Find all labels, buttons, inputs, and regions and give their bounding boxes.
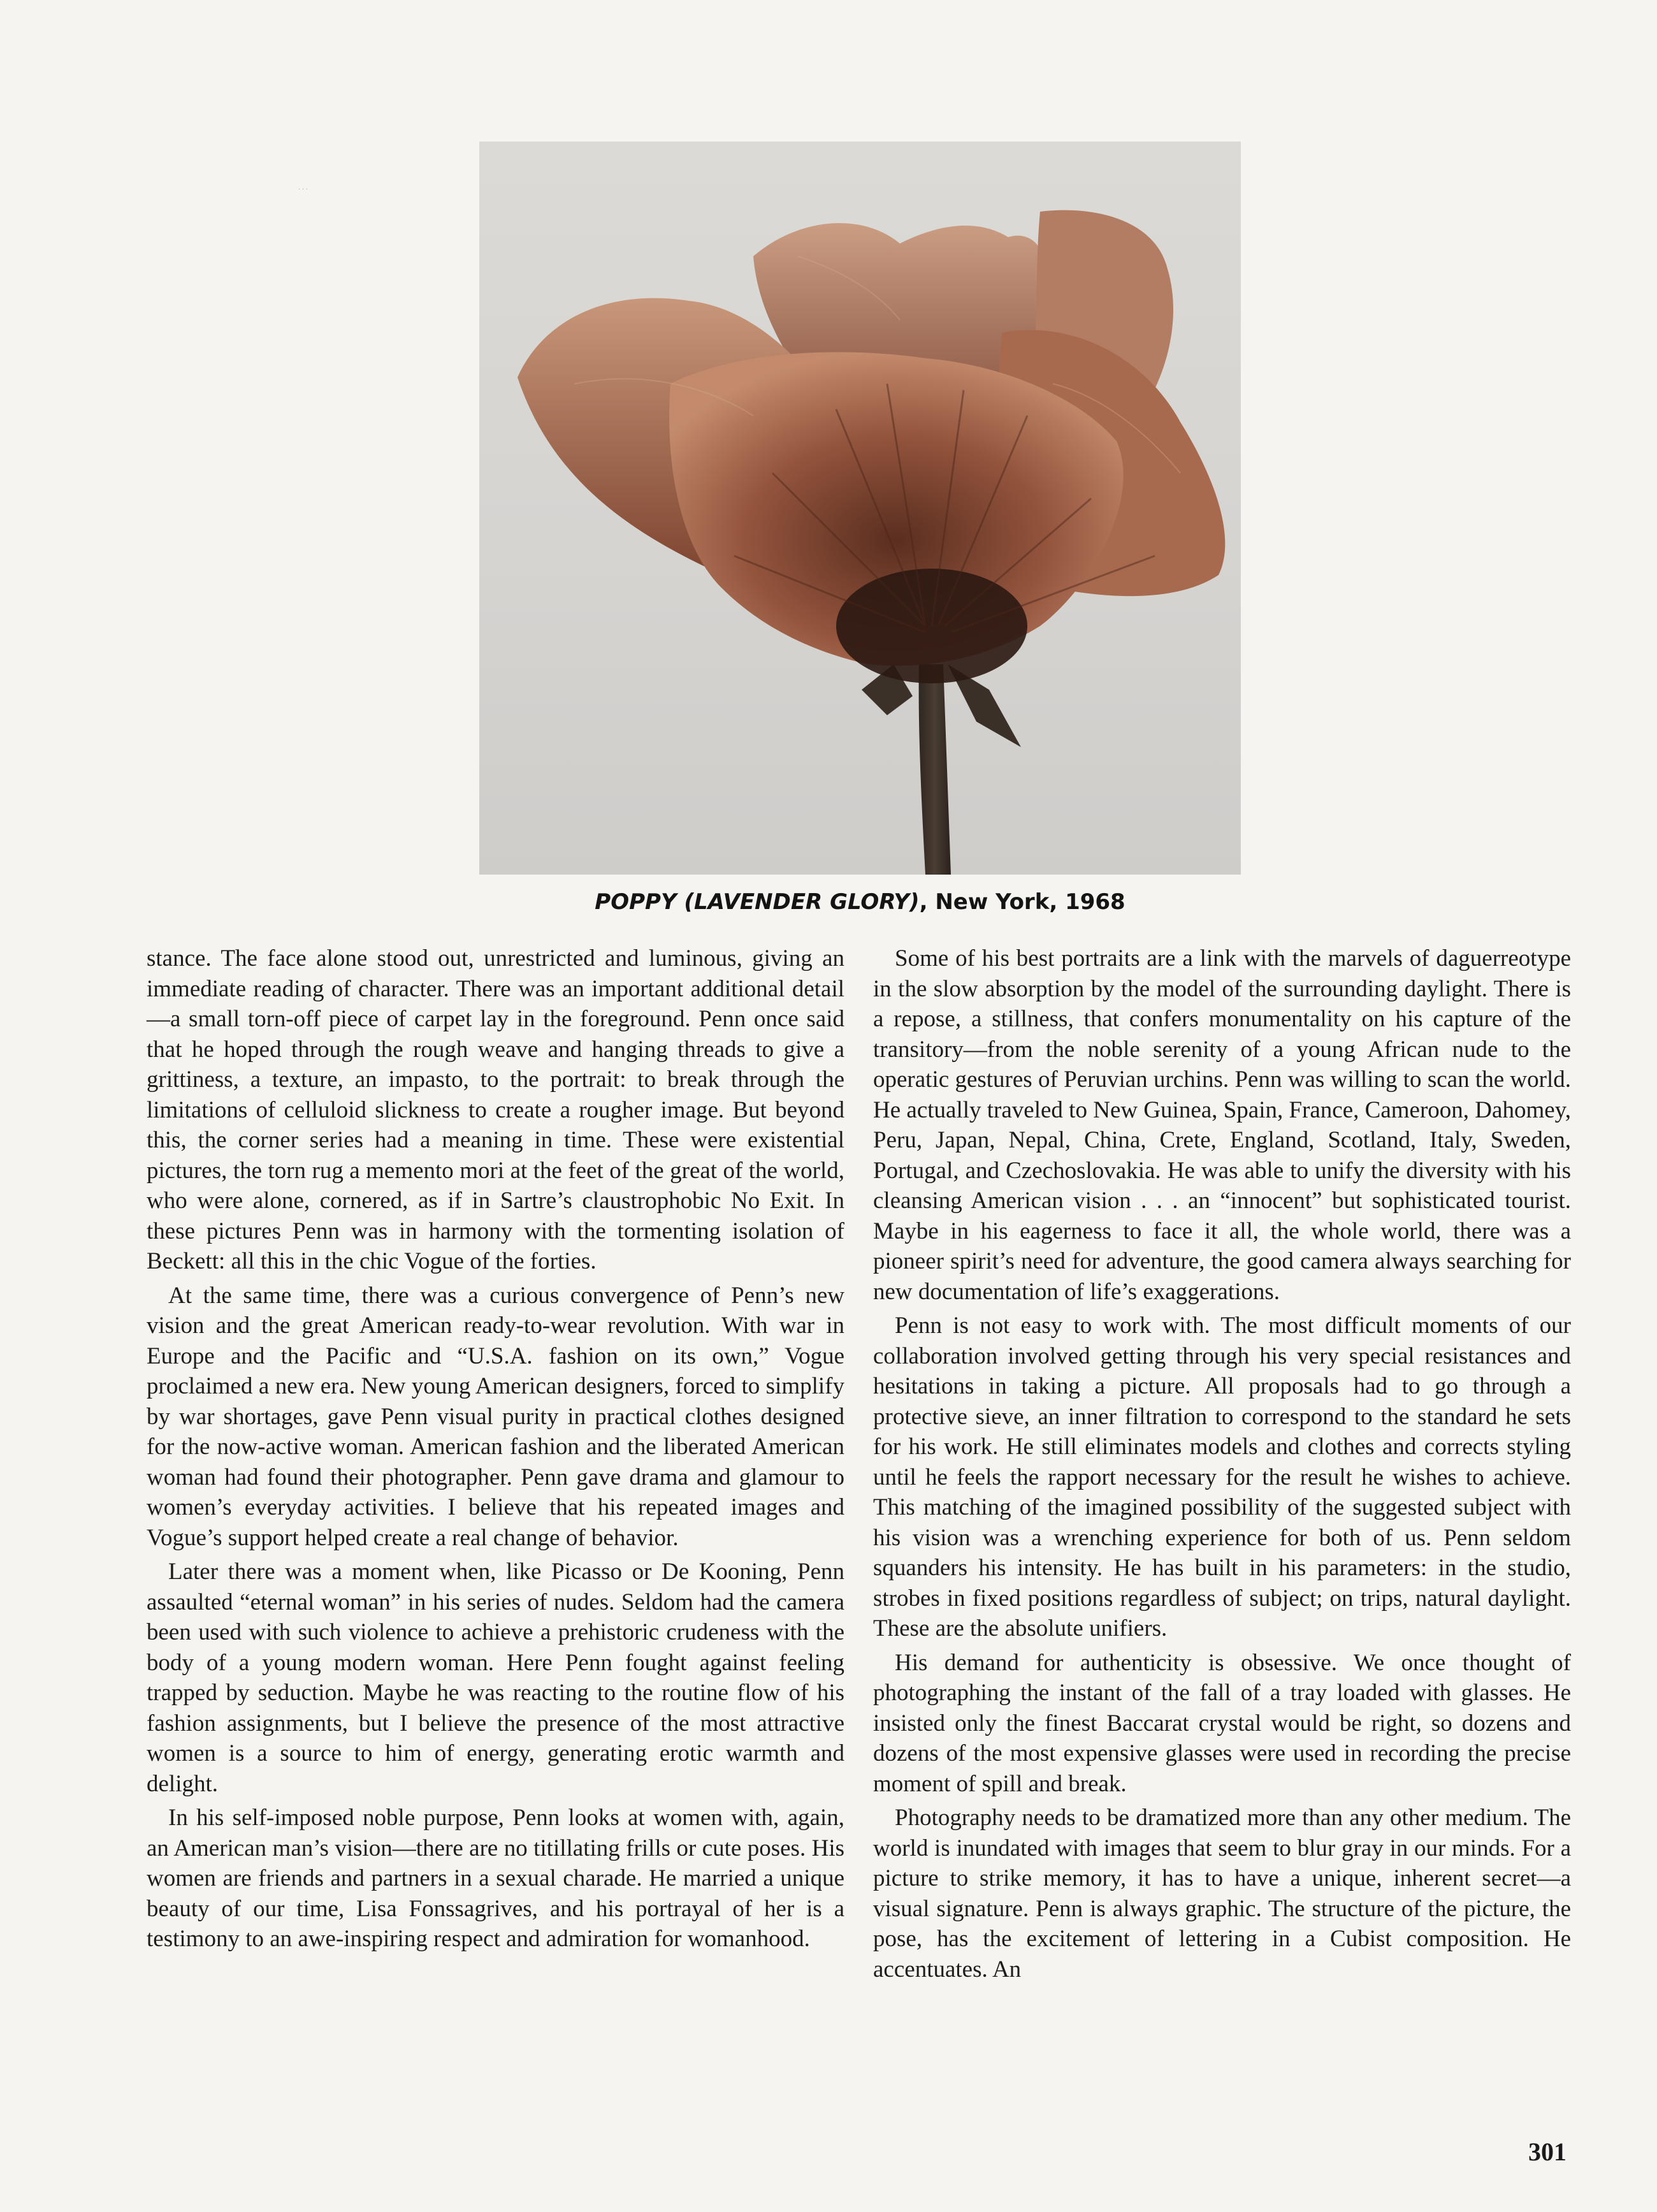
poppy-flower-icon bbox=[479, 142, 1241, 875]
left-paragraph-2: At the same time, there was a curious convergence of Penn’s new vision and the great American ready-to-wear revolution. With war in Europe and the Pacific and “U.S.A. fashion on its own,” Vogue proclaimed a new era. New young American designers, forced to simplify by war shortages, gave Penn visual purity in practical clothes designed for the now-active woman. American fashion and the liberated American woman had found their photographer. Penn gave drama and glamour to women’s everyday activities. I believe that his repeated images and Vogue’s support helped create a real change of behavior. bbox=[147, 1282, 844, 1551]
right-paragraph-2: Penn is not easy to work with. The most difficult moments of our collaboration involved getting through his very special resistances and hesitations in taking a picture. All proposals had to go through a protective sieve, an inner filtration to correspond to the standard he sets for his work. He still eliminates models and clothes and corrects styling until he feels the rapport necessary for the result he wishes to achieve. This matching of the imagined possibility of the suggested subject with his vision was a wrenching experience for both of us. Penn seldom squanders his intensity. He has built in his parameters: in the studio, strobes in fixed positions regardless of subject; on trips, natural daylight. These are the absolute unifiers. bbox=[873, 1313, 1571, 1641]
poppy-photograph bbox=[479, 142, 1241, 875]
left-paragraph-1: stance. The face alone stood out, unrestricted and luminous, giving an immediate reading of character. There was an important additional detail—a small torn-off piece of carpet lay in the foreground. Penn once said that he hoped through the rough weave and hanging threads to give a grittiness, a texture, an impasto, to the portrait: to break through the limitations of celluloid slickness to create a rougher image. But beyond this, the corner series had a meaning in time. These were existential pictures, the torn rug a memento mori at the feet of the great of the world, who were alone, cornered, as if in Sartre’s claustrophobic No Exit. In these pictures Penn was in harmony with the tormenting isolation of Beckett: all this in the chic Vogue of the forties. bbox=[147, 945, 844, 1274]
left-column bbox=[147, 943, 844, 1958]
right-column bbox=[873, 943, 1571, 1988]
right-paragraph-4: Photography needs to be dramatized more than any other medium. The world is inundated with images that seem to blur gray in our minds. For a picture to strike memory, it has to have a unique, inherent secret—a visual signature. Penn is always graphic. The structure of the picture, the pose, has the excitement of lettering in a Cubist composition. He accentuates. An bbox=[873, 1805, 1571, 1983]
photo-caption bbox=[479, 889, 1241, 915]
left-paragraph-4: In his self-imposed noble purpose, Penn looks at women with, again, an American man’s vision—there are no titillating frills or cute poses. His women are friends and partners in a sexual charade. He married a unique beauty of our time, Lisa Fonssagrives, and his portrayal of her is a testimony to an awe-inspiring respect and admiration for womanhood. bbox=[147, 1805, 844, 1952]
caption-location-date: , New York, 1968 bbox=[919, 889, 1125, 915]
scan-speck: · · · bbox=[298, 186, 308, 193]
left-paragraph-3: Later there was a moment when, like Picasso or De Kooning, Penn assaulted “eternal woman” in his series of nudes. Seldom had the camera been used with such violence to achieve a prehistoric crudeness with the body of a young modern woman. Here Penn fought against feeling trapped by seduction. Maybe he was reacting to the routine flow of his fashion assignments, but I believe the presence of the most attractive women is a source to him of energy, generating erotic warmth and delight. bbox=[147, 1559, 844, 1797]
right-paragraph-3: His demand for authenticity is obsessive. We once thought of photographing the instant of the fall of a tray loaded with glasses. He insisted only the finest Baccarat crystal would be right, so dozens and dozens of the most expensive glasses were used in recording the precise moment of spill and break. bbox=[873, 1649, 1571, 1797]
page-number: 301 bbox=[1528, 2137, 1567, 2166]
caption-title: POPPY (LAVENDER GLORY) bbox=[595, 889, 920, 915]
right-paragraph-1: Some of his best portraits are a link with the marvels of daguerreotype in the slow absorption by the model of the surrounding daylight. There is a repose, a stillness, that confers monumentality on his capture of the transitory—from the noble serenity of a young African nude to the operatic gestures of Peruvian urchins. Penn was willing to scan the world. He actually traveled to New Guinea, Spain, France, Cameroon, Dahomey, Peru, Japan, Nepal, China, Crete, England, Scotland, Italy, Sweden, Portugal, and Czechoslovakia. He was able to unify the diversity with his cleansing American vision . . . an “innocent” but sophisticated tourist. Maybe in his eagerness to face it all, the whole world, there was a pioneer spirit’s need for adventure, the good camera always searching for new documentation of life’s exaggerations. bbox=[873, 945, 1571, 1305]
